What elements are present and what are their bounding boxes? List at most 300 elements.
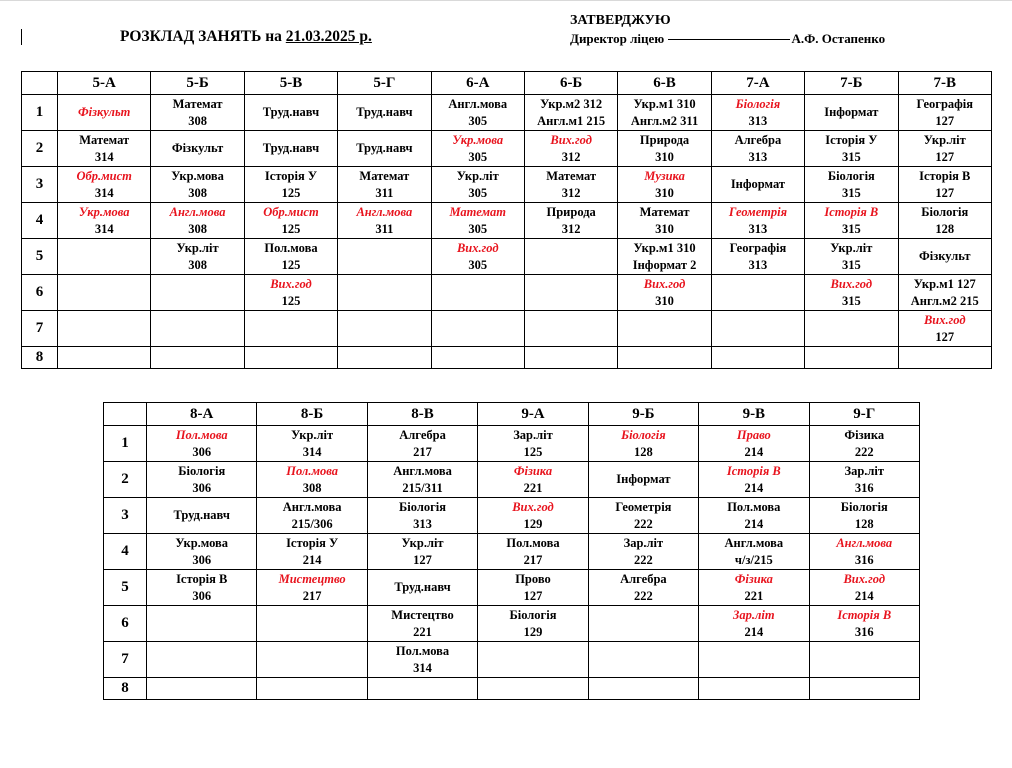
schedule-cell — [367, 606, 477, 642]
lesson-entry — [712, 176, 804, 193]
schedule-cell — [898, 167, 991, 203]
subject-name: Алгебра — [734, 132, 782, 147]
subject-name: Фізкульт — [171, 141, 224, 155]
subject-name: Труд.навч — [356, 105, 413, 119]
room-number: 308 — [188, 221, 207, 236]
lesson-entry — [805, 240, 897, 274]
room-number: 128 — [854, 516, 874, 531]
schedule-cell — [898, 275, 991, 311]
schedule-cell — [367, 642, 477, 678]
lesson-entry — [58, 168, 150, 202]
schedule-cell — [478, 462, 588, 498]
subject-name: Вих.год — [512, 499, 554, 514]
lesson-entry — [58, 204, 150, 238]
lesson-row-4 — [22, 203, 992, 239]
lesson-entry — [147, 463, 256, 497]
lesson-entry — [245, 204, 337, 238]
subject-name: Труд.навч — [262, 141, 320, 155]
lesson-entry — [58, 104, 150, 121]
lesson-entry — [478, 571, 587, 605]
room-number: 312 — [561, 221, 581, 236]
subject-name: Вих.год — [843, 571, 886, 586]
subject-name: Математ — [546, 168, 597, 183]
schedule-cell — [809, 462, 919, 498]
lesson-entry — [151, 168, 243, 202]
schedule-cell — [524, 311, 617, 347]
lesson-entry — [712, 204, 804, 238]
subject-name: Музика — [644, 168, 685, 183]
class-header-5-В: 5-В — [244, 72, 337, 95]
lesson-entry — [525, 204, 617, 238]
schedule-cell — [809, 498, 919, 534]
class-header-7-А: 7-А — [711, 72, 804, 95]
class-header-5-А: 5-А — [58, 72, 151, 95]
lesson-number: 1 — [104, 426, 147, 462]
lesson-row-6 — [104, 606, 920, 642]
schedule-cell — [338, 239, 431, 275]
room-number: 305 — [468, 149, 488, 164]
schedule-cell — [338, 95, 431, 131]
schedule-cell — [244, 275, 337, 311]
lesson-entry — [58, 132, 150, 166]
lesson-entry — [368, 607, 477, 641]
schedule-cell — [257, 534, 367, 570]
subject-name: Англ.мова — [448, 96, 508, 111]
room-number: 306 — [192, 480, 212, 495]
schedule-cell — [151, 347, 244, 369]
schedule-cell — [338, 311, 431, 347]
subject-name: Обр.мист — [263, 204, 319, 219]
lesson-row-1 — [104, 426, 920, 462]
subject-name: Англ.мова — [169, 204, 226, 219]
subject-name: Зар.літ — [623, 535, 664, 550]
subject-name: Природа — [639, 132, 690, 147]
schedule-cell — [147, 642, 257, 678]
room-number: ч/з/215 — [734, 552, 773, 567]
schedule-cell — [618, 239, 711, 275]
room-number: 127 — [935, 113, 955, 128]
lesson-entry — [147, 571, 256, 605]
subject-name: Біологія — [621, 427, 666, 442]
lesson-entry — [899, 132, 991, 166]
lesson-row-5 — [104, 570, 920, 606]
class-header-5-Б: 5-Б — [151, 72, 244, 95]
room-number: 310 — [655, 185, 674, 200]
lesson-entry — [899, 168, 991, 202]
schedule-cell — [151, 203, 244, 239]
room-number: 316 — [854, 624, 874, 639]
lesson-entry — [338, 168, 430, 202]
room-number: 312 — [561, 149, 581, 164]
schedule-cell — [58, 203, 151, 239]
schedule-cell — [151, 311, 244, 347]
class-header-9-А: 9-А — [478, 403, 588, 426]
lesson-entry — [589, 499, 698, 533]
schedule-date: 21.03.2025 р. — [285, 28, 372, 45]
room-number: 129 — [523, 516, 543, 531]
subject-name: Прово — [515, 571, 551, 586]
schedule-cell — [478, 642, 588, 678]
schedule-cell — [244, 239, 337, 275]
room-number: 222 — [854, 444, 874, 459]
page-title — [120, 28, 372, 46]
subject-name: Вих.год — [550, 132, 592, 147]
subject-name: Укр.м1 310 — [633, 96, 696, 111]
schedule-cell — [805, 95, 898, 131]
room-number: 315 — [841, 185, 861, 200]
subject-name: Фізкульт — [78, 105, 131, 119]
subject-name: Пол.мова — [264, 240, 318, 255]
room-number: 313 — [748, 113, 768, 128]
room-number: 313 — [748, 257, 768, 272]
room-number: 127 — [935, 149, 955, 164]
room-number: Англ.м1 215 — [537, 113, 606, 128]
schedule-cell — [711, 203, 804, 239]
subject-name: Географія — [729, 240, 787, 255]
schedule-cell — [338, 131, 431, 167]
schedule-cell — [898, 347, 991, 369]
lesson-entry — [810, 499, 919, 533]
subject-name: Зар.літ — [513, 427, 553, 442]
corner-cell — [104, 403, 147, 426]
schedule-cell — [338, 347, 431, 369]
lesson-number: 4 — [104, 534, 147, 570]
schedule-cell — [244, 131, 337, 167]
lesson-row-3 — [22, 167, 992, 203]
subject-name: Укр.літ — [176, 240, 219, 255]
subject-name: Природа — [546, 204, 596, 219]
schedule-cell — [588, 678, 698, 700]
class-header-7-Б: 7-Б — [805, 72, 898, 95]
subject-name: Біологія — [735, 96, 781, 111]
subject-name: Біологія — [399, 499, 447, 514]
room-number: 306 — [192, 444, 212, 459]
schedule-cell — [478, 534, 588, 570]
subject-name: Алгебра — [399, 427, 446, 442]
lesson-entry — [810, 571, 919, 605]
schedule-cell — [618, 131, 711, 167]
class-header-row — [22, 72, 992, 95]
subject-name: Укр.літ — [291, 427, 334, 442]
room-number: 222 — [634, 588, 653, 603]
room-number: 125 — [281, 185, 301, 200]
lesson-entry — [432, 96, 524, 130]
subject-name: Фізика — [513, 463, 553, 478]
subject-name: Укр.мова — [78, 204, 130, 219]
schedule-cell — [699, 606, 809, 642]
lesson-entry — [699, 463, 808, 497]
lesson-entry — [805, 132, 897, 166]
schedule-cell — [809, 570, 919, 606]
schedule-cell — [588, 534, 698, 570]
room-number: 214 — [744, 516, 764, 531]
schedule-cell — [58, 311, 151, 347]
lesson-entry — [478, 463, 587, 497]
schedule-cell — [151, 95, 244, 131]
schedule-cell — [147, 606, 257, 642]
subject-name: Укр.мова — [171, 168, 224, 183]
lesson-entry — [338, 204, 430, 238]
schedule-cell — [805, 311, 898, 347]
room-number: 222 — [634, 552, 653, 567]
lesson-row-2 — [22, 131, 992, 167]
subject-name: Труд.навч — [262, 105, 320, 119]
room-number: 127 — [935, 329, 955, 344]
subject-name: Історія В — [919, 168, 971, 183]
lesson-number: 1 — [22, 95, 58, 131]
schedule-cell — [338, 203, 431, 239]
schedule-cell — [431, 311, 524, 347]
director-label: Директор ліцею — [570, 31, 665, 46]
room-number: 305 — [468, 221, 488, 236]
schedule-cell — [58, 167, 151, 203]
schedule-cell — [711, 131, 804, 167]
schedule-cell — [524, 347, 617, 369]
room-number: 310 — [655, 221, 674, 236]
room-number: 316 — [854, 552, 874, 567]
schedule-cell — [478, 498, 588, 534]
schedule-cell — [147, 426, 257, 462]
subject-name: Англ.мова — [724, 535, 784, 550]
subject-name: Математ — [449, 204, 507, 219]
lesson-entry — [245, 240, 337, 274]
lesson-number: 2 — [22, 131, 58, 167]
schedule-cell — [711, 239, 804, 275]
subject-name: Право — [736, 427, 771, 442]
room-number: 125 — [523, 444, 543, 459]
lesson-entry — [368, 643, 477, 677]
lesson-entry — [805, 104, 897, 121]
schedule-cell — [809, 678, 919, 700]
room-number: 127 — [935, 185, 955, 200]
lesson-entry — [245, 276, 337, 310]
schedule-cell — [478, 606, 588, 642]
lesson-entry — [589, 427, 698, 461]
schedule-cell — [618, 347, 711, 369]
lesson-entry — [899, 276, 991, 310]
class-header-6-В: 6-В — [618, 72, 711, 95]
schedule-cell — [478, 678, 588, 700]
schedule-cell — [257, 462, 367, 498]
subject-name: Англ.мова — [393, 463, 452, 478]
schedule-cell — [151, 131, 244, 167]
room-number: Англ.м2 215 — [910, 293, 979, 308]
schedule-table-grades-8-9 — [103, 402, 920, 700]
room-number: 314 — [413, 660, 432, 675]
subject-name: Геометрія — [615, 499, 672, 514]
schedule-cell — [699, 678, 809, 700]
lesson-number: 8 — [104, 678, 147, 700]
schedule-cell — [699, 534, 809, 570]
subject-name: Історія В — [837, 607, 892, 622]
schedule-cell — [524, 203, 617, 239]
lesson-entry — [338, 104, 430, 121]
room-number: 311 — [375, 185, 394, 200]
subject-name: Укр.літ — [401, 535, 444, 550]
subject-name: Мистецтво — [278, 571, 346, 586]
subject-name: Історія В — [726, 463, 781, 478]
lesson-number: 7 — [104, 642, 147, 678]
lesson-entry — [899, 312, 991, 346]
room-number: Англ.м2 311 — [630, 113, 699, 128]
subject-name: Вих.год — [643, 276, 686, 291]
room-number: 128 — [935, 221, 955, 236]
room-number: 308 — [302, 480, 322, 495]
room-number: 308 — [188, 185, 207, 200]
schedule-cell — [805, 167, 898, 203]
lesson-entry — [899, 248, 991, 265]
subject-name: Укр.м2 312 — [540, 96, 603, 111]
schedule-cell — [367, 534, 477, 570]
subject-name: Інформат — [730, 177, 786, 191]
schedule-cell — [244, 95, 337, 131]
schedule-cell — [588, 462, 698, 498]
lesson-number: 8 — [22, 347, 58, 369]
subject-name: Біологія — [178, 463, 226, 478]
top-divider — [0, 0, 1012, 1]
schedule-cell — [711, 311, 804, 347]
signature-line — [668, 39, 790, 40]
subject-name: Географія — [916, 96, 974, 111]
subject-name: Пол.мова — [395, 643, 450, 658]
schedule-cell — [367, 570, 477, 606]
room-number: 221 — [523, 480, 543, 495]
subject-name: Історія В — [824, 204, 879, 219]
schedule-cell — [898, 95, 991, 131]
subject-name: Труд.навч — [173, 508, 230, 522]
schedule-cell — [431, 275, 524, 311]
room-number: 313 — [748, 149, 768, 164]
class-header-5-Г: 5-Г — [338, 72, 431, 95]
lesson-entry — [478, 427, 587, 461]
room-number: 315 — [841, 221, 861, 236]
subject-name: Укр.літ — [830, 240, 873, 255]
schedule-cell — [431, 203, 524, 239]
schedule-cell — [431, 167, 524, 203]
room-number: 222 — [634, 516, 653, 531]
schedule-cell — [257, 426, 367, 462]
schedule-cell — [431, 131, 524, 167]
corner-cell — [22, 72, 58, 95]
lesson-entry — [147, 427, 256, 461]
subject-name: Мистецтво — [391, 607, 454, 622]
room-number: 310 — [655, 149, 674, 164]
subject-name: Укр.м1 127 — [913, 276, 976, 291]
lesson-entry — [368, 579, 477, 596]
schedule-cell — [257, 606, 367, 642]
lesson-entry — [618, 96, 710, 130]
subject-name: Історія У — [286, 535, 339, 550]
schedule-cell — [524, 95, 617, 131]
schedule-cell — [805, 275, 898, 311]
lesson-number: 6 — [104, 606, 147, 642]
subject-name: Труд.навч — [356, 141, 413, 155]
lesson-entry — [151, 96, 243, 130]
lesson-entry — [368, 463, 477, 497]
lesson-entry — [151, 240, 243, 274]
schedule-cell — [151, 275, 244, 311]
lesson-entry — [899, 96, 991, 130]
subject-name: Фізика — [734, 571, 773, 586]
lesson-row-5 — [22, 239, 992, 275]
schedule-cell — [699, 498, 809, 534]
class-header-9-Г: 9-Г — [809, 403, 919, 426]
lesson-entry — [525, 132, 617, 166]
lesson-entry — [257, 427, 366, 461]
schedule-cell — [618, 167, 711, 203]
lesson-entry — [810, 427, 919, 461]
approval-block — [570, 12, 885, 48]
lesson-row-4 — [104, 534, 920, 570]
schedule-cell — [711, 95, 804, 131]
schedule-cell — [809, 606, 919, 642]
schedule-cell — [367, 498, 477, 534]
lesson-entry — [245, 140, 337, 157]
room-number: 214 — [302, 552, 322, 567]
class-header-8-В: 8-В — [367, 403, 477, 426]
schedule-cell — [367, 678, 477, 700]
room-number: 221 — [413, 624, 432, 639]
schedule-cell — [699, 570, 809, 606]
subject-name: Вих.год — [830, 276, 873, 291]
lesson-entry — [368, 427, 477, 461]
lesson-entry — [257, 463, 366, 497]
schedule-cell — [257, 570, 367, 606]
lesson-entry — [712, 240, 804, 274]
class-header-6-А: 6-А — [431, 72, 524, 95]
subject-name: Пол.мова — [506, 535, 560, 550]
lesson-number: 6 — [22, 275, 58, 311]
lesson-entry — [589, 535, 698, 569]
schedule-cell — [618, 95, 711, 131]
text-cursor — [21, 29, 22, 45]
schedule-cell — [257, 678, 367, 700]
schedule-cell — [805, 347, 898, 369]
room-number: 125 — [281, 293, 301, 308]
lesson-entry — [810, 535, 919, 569]
schedule-cell — [478, 570, 588, 606]
schedule-cell — [809, 426, 919, 462]
director-line — [570, 30, 885, 48]
class-header-9-В: 9-В — [699, 403, 809, 426]
schedule-cell — [618, 203, 711, 239]
room-number: 315 — [841, 293, 861, 308]
schedule-cell — [805, 203, 898, 239]
schedule-cell — [431, 239, 524, 275]
subject-name: Англ.мова — [356, 204, 413, 219]
room-number: 214 — [744, 480, 764, 495]
schedule-cell — [524, 275, 617, 311]
lesson-entry — [151, 204, 243, 238]
class-header-row — [104, 403, 920, 426]
room-number: 127 — [523, 588, 543, 603]
lesson-entry — [368, 499, 477, 533]
schedule-cell — [151, 239, 244, 275]
lesson-entry — [589, 571, 698, 605]
schedule-cell — [524, 239, 617, 275]
schedule-cell — [588, 426, 698, 462]
schedule-cell — [699, 642, 809, 678]
schedule-cell — [618, 311, 711, 347]
subject-name: Математ — [359, 168, 410, 183]
lesson-row-1 — [22, 95, 992, 131]
lesson-entry — [712, 132, 804, 166]
lesson-number: 5 — [22, 239, 58, 275]
lesson-entry — [618, 204, 710, 238]
room-number: Інформат 2 — [632, 257, 697, 272]
subject-name: Біологія — [921, 204, 969, 219]
lesson-entry — [699, 571, 808, 605]
